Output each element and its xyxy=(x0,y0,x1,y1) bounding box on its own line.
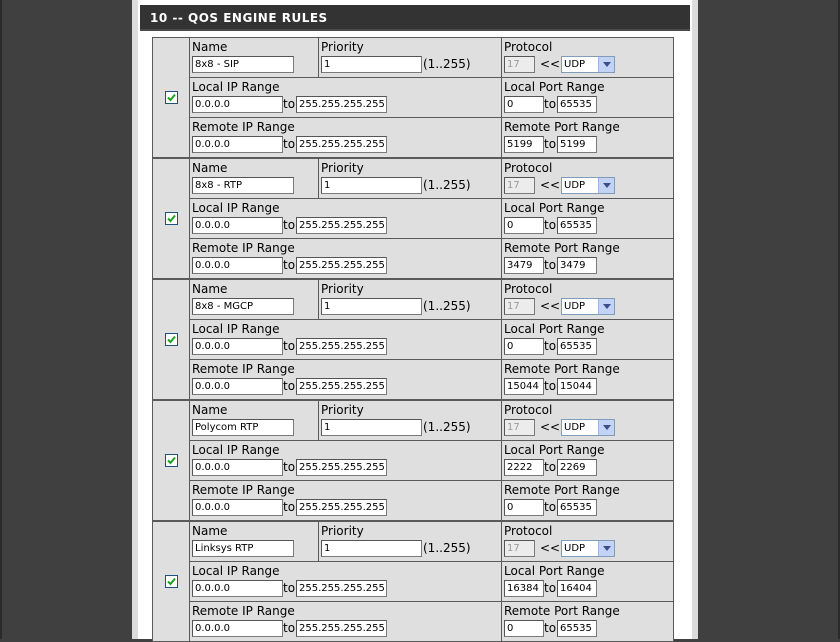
chevron-down-icon xyxy=(598,541,614,556)
rule-priority-input[interactable]: 1 xyxy=(321,177,422,194)
to-label: to xyxy=(544,379,557,393)
to-label: to xyxy=(283,500,296,514)
checkmark-icon xyxy=(166,455,177,466)
local-port-start-input[interactable]: 0 xyxy=(504,217,544,234)
rule-enable-checkbox[interactable] xyxy=(165,212,178,225)
protocol-select-value: UDP xyxy=(564,180,586,191)
rule-protocol-cell xyxy=(502,522,674,562)
rule-enable-checkbox[interactable] xyxy=(165,333,178,346)
remote-ip-end-input[interactable]: 255.255.255.255 xyxy=(296,257,387,274)
rule-priority-input[interactable]: 1 xyxy=(321,419,422,436)
rule-name-cell xyxy=(190,38,319,78)
protocol-label: Protocol xyxy=(504,524,553,538)
rule-protocol-cell xyxy=(502,159,674,199)
local-port-end-input[interactable]: 2269 xyxy=(557,459,597,476)
to-label: to xyxy=(283,339,296,353)
protocol-select[interactable] xyxy=(561,419,615,436)
remote-ip-label: Remote IP Range xyxy=(192,120,295,134)
protocol-select-value: UDP xyxy=(564,301,586,312)
name-label: Name xyxy=(192,282,228,296)
qos-rules-box xyxy=(140,5,690,639)
to-label: to xyxy=(544,581,557,595)
protocol-number-input: 17 xyxy=(504,540,535,557)
checkmark-icon xyxy=(166,92,177,103)
protocol-select[interactable] xyxy=(561,298,615,315)
remote-port-start-input[interactable]: 0 xyxy=(504,620,544,637)
protocol-arrow-text: << xyxy=(540,541,561,555)
local-ip-cell xyxy=(190,320,502,360)
priority-label: Priority xyxy=(321,40,364,54)
remote-port-cell xyxy=(502,602,674,642)
local-port-label: Local Port Range xyxy=(504,201,605,215)
chevron-down-icon xyxy=(598,178,614,193)
protocol-label: Protocol xyxy=(504,282,553,296)
remote-port-start-input[interactable]: 3479 xyxy=(504,257,544,274)
local-port-label: Local Port Range xyxy=(504,564,605,578)
priority-label: Priority xyxy=(321,524,364,538)
remote-port-label: Remote Port Range xyxy=(504,483,620,497)
local-ip-end-input[interactable]: 255.255.255.255 xyxy=(296,217,387,234)
local-ip-label: Local IP Range xyxy=(192,443,280,457)
priority-range-text: (1..255) xyxy=(423,57,471,71)
rule-priority-input[interactable]: 1 xyxy=(321,56,422,73)
remote-port-label: Remote Port Range xyxy=(504,362,620,376)
name-label: Name xyxy=(192,403,228,417)
to-label: to xyxy=(544,500,557,514)
rule-protocol-cell xyxy=(502,280,674,320)
local-ip-cell xyxy=(190,199,502,239)
priority-label: Priority xyxy=(321,403,364,417)
local-ip-end-input[interactable]: 255.255.255.255 xyxy=(296,459,387,476)
remote-ip-start-input[interactable]: 0.0.0.0 xyxy=(192,378,283,395)
remote-ip-label: Remote IP Range xyxy=(192,483,295,497)
to-label: to xyxy=(544,339,557,353)
rule-enable-cell xyxy=(153,38,190,158)
priority-range-text: (1..255) xyxy=(423,178,471,192)
to-label: to xyxy=(283,218,296,232)
remote-port-start-input[interactable]: 5199 xyxy=(504,136,544,153)
priority-range-text: (1..255) xyxy=(423,299,471,313)
local-port-cell xyxy=(502,199,674,239)
remote-ip-end-input[interactable]: 255.255.255.255 xyxy=(296,499,387,516)
local-ip-cell xyxy=(190,441,502,481)
to-label: to xyxy=(283,137,296,151)
remote-port-start-input[interactable]: 0 xyxy=(504,499,544,516)
rule-priority-cell xyxy=(319,401,502,441)
protocol-number-input: 17 xyxy=(504,177,535,194)
remote-port-label: Remote Port Range xyxy=(504,120,620,134)
rule-name-input[interactable]: 8x8 - SIP xyxy=(192,56,294,73)
protocol-number-input: 17 xyxy=(504,419,535,436)
qos-rule xyxy=(152,400,674,521)
chevron-down-icon xyxy=(598,299,614,314)
local-ip-start-input[interactable]: 0.0.0.0 xyxy=(192,338,283,355)
local-ip-start-input[interactable]: 0.0.0.0 xyxy=(192,217,283,234)
remote-port-label: Remote Port Range xyxy=(504,604,620,618)
remote-ip-end-input[interactable]: 255.255.255.255 xyxy=(296,620,387,637)
remote-ip-start-input[interactable]: 0.0.0.0 xyxy=(192,499,283,516)
local-port-start-input[interactable]: 0 xyxy=(504,338,544,355)
to-label: to xyxy=(283,460,296,474)
remote-ip-cell xyxy=(190,118,502,158)
protocol-select-value: UDP xyxy=(564,543,586,554)
local-ip-label: Local IP Range xyxy=(192,564,280,578)
qos-rule xyxy=(152,158,674,279)
remote-ip-label: Remote IP Range xyxy=(192,241,295,255)
local-ip-cell xyxy=(190,562,502,602)
rule-enable-cell xyxy=(153,280,190,400)
rule-name-input[interactable]: 8x8 - RTP xyxy=(192,177,294,194)
protocol-arrow-text: << xyxy=(540,178,561,192)
priority-range-text: (1..255) xyxy=(423,420,471,434)
local-port-label: Local Port Range xyxy=(504,80,605,94)
local-ip-label: Local IP Range xyxy=(192,80,280,94)
remote-ip-cell xyxy=(190,481,502,521)
to-label: to xyxy=(544,137,557,151)
to-label: to xyxy=(544,258,557,272)
local-port-end-input[interactable]: 16404 xyxy=(557,580,597,597)
local-port-start-input[interactable]: 2222 xyxy=(504,459,544,476)
name-label: Name xyxy=(192,524,228,538)
qos-rules-list xyxy=(152,37,674,642)
local-port-label: Local Port Range xyxy=(504,443,605,457)
to-label: to xyxy=(544,460,557,474)
local-port-end-input[interactable]: 65535 xyxy=(557,96,597,113)
local-ip-end-input[interactable]: 255.255.255.255 xyxy=(296,338,387,355)
rule-name-input[interactable]: Linksys RTP xyxy=(192,540,294,557)
priority-label: Priority xyxy=(321,282,364,296)
remote-port-cell xyxy=(502,481,674,521)
rule-priority-cell xyxy=(319,280,502,320)
local-port-end-input[interactable]: 65535 xyxy=(557,338,597,355)
local-ip-cell xyxy=(190,78,502,118)
rule-priority-cell xyxy=(319,159,502,199)
to-label: to xyxy=(544,97,557,111)
local-port-start-input[interactable]: 0 xyxy=(504,96,544,113)
to-label: to xyxy=(544,218,557,232)
to-label: to xyxy=(544,621,557,635)
to-label: to xyxy=(283,379,296,393)
section-title: 10 -- QOS ENGINE RULES xyxy=(140,5,690,31)
remote-ip-start-input[interactable]: 0.0.0.0 xyxy=(192,620,283,637)
protocol-select-value: UDP xyxy=(564,422,586,433)
rule-protocol-cell xyxy=(502,401,674,441)
local-port-cell xyxy=(502,320,674,360)
checkmark-icon xyxy=(166,213,177,224)
protocol-arrow-text: << xyxy=(540,57,561,71)
remote-ip-label: Remote IP Range xyxy=(192,604,295,618)
local-port-cell xyxy=(502,441,674,481)
rule-name-cell xyxy=(190,522,319,562)
checkmark-icon xyxy=(166,334,177,345)
local-ip-start-input[interactable]: 0.0.0.0 xyxy=(192,580,283,597)
rule-enable-checkbox[interactable] xyxy=(165,91,178,104)
to-label: to xyxy=(283,97,296,111)
rule-priority-input[interactable]: 1 xyxy=(321,540,422,557)
remote-ip-start-input[interactable]: 0.0.0.0 xyxy=(192,136,283,153)
rule-enable-cell xyxy=(153,401,190,521)
remote-port-cell xyxy=(502,118,674,158)
chevron-down-icon xyxy=(598,57,614,72)
remote-port-cell xyxy=(502,360,674,400)
remote-ip-end-input[interactable]: 255.255.255.255 xyxy=(296,136,387,153)
rule-enable-cell xyxy=(153,522,190,642)
to-label: to xyxy=(283,621,296,635)
checkmark-icon xyxy=(166,576,177,587)
local-port-end-input[interactable]: 65535 xyxy=(557,217,597,234)
qos-rule xyxy=(152,521,674,642)
rule-name-cell xyxy=(190,280,319,320)
local-port-cell xyxy=(502,78,674,118)
rule-priority-input[interactable]: 1 xyxy=(321,298,422,315)
protocol-label: Protocol xyxy=(504,40,553,54)
remote-port-start-input[interactable]: 15044 xyxy=(504,378,544,395)
remote-port-cell xyxy=(502,239,674,279)
to-label: to xyxy=(283,581,296,595)
protocol-select-value: UDP xyxy=(564,59,586,70)
rule-priority-cell xyxy=(319,522,502,562)
rule-protocol-cell xyxy=(502,38,674,78)
protocol-label: Protocol xyxy=(504,403,553,417)
name-label: Name xyxy=(192,40,228,54)
protocol-arrow-text: << xyxy=(540,420,561,434)
to-label: to xyxy=(283,258,296,272)
rule-enable-checkbox[interactable] xyxy=(165,575,178,588)
remote-ip-cell xyxy=(190,239,502,279)
remote-port-label: Remote Port Range xyxy=(504,241,620,255)
rule-enable-cell xyxy=(153,159,190,279)
chevron-down-icon xyxy=(598,420,614,435)
remote-port-end-input[interactable]: 65535 xyxy=(557,499,597,516)
remote-ip-end-input[interactable]: 255.255.255.255 xyxy=(296,378,387,395)
name-label: Name xyxy=(192,161,228,175)
rule-name-cell xyxy=(190,159,319,199)
window-edge-left xyxy=(0,0,2,639)
remote-port-end-input[interactable]: 65535 xyxy=(557,620,597,637)
protocol-number-input: 17 xyxy=(504,56,535,73)
protocol-select[interactable] xyxy=(561,56,615,73)
priority-range-text: (1..255) xyxy=(423,541,471,555)
local-ip-label: Local IP Range xyxy=(192,201,280,215)
protocol-number-input: 17 xyxy=(504,298,535,315)
protocol-arrow-text: << xyxy=(540,299,561,313)
remote-port-end-input[interactable]: 5199 xyxy=(557,136,597,153)
protocol-label: Protocol xyxy=(504,161,553,175)
protocol-select[interactable] xyxy=(561,177,615,194)
rule-priority-cell xyxy=(319,38,502,78)
local-ip-start-input[interactable]: 0.0.0.0 xyxy=(192,96,283,113)
remote-ip-cell xyxy=(190,602,502,642)
rule-name-cell xyxy=(190,401,319,441)
qos-rule xyxy=(152,37,674,158)
local-ip-end-input[interactable]: 255.255.255.255 xyxy=(296,96,387,113)
remote-port-end-input[interactable]: 3479 xyxy=(557,257,597,274)
local-port-label: Local Port Range xyxy=(504,322,605,336)
remote-port-end-input[interactable]: 15044 xyxy=(557,378,597,395)
rule-name-input[interactable]: 8x8 - MGCP xyxy=(192,298,294,315)
local-port-cell xyxy=(502,562,674,602)
local-ip-end-input[interactable]: 255.255.255.255 xyxy=(296,580,387,597)
qos-rule xyxy=(152,279,674,400)
remote-ip-start-input[interactable]: 0.0.0.0 xyxy=(192,257,283,274)
rule-enable-checkbox[interactable] xyxy=(165,454,178,467)
protocol-select[interactable] xyxy=(561,540,615,557)
rule-name-input[interactable]: Polycom RTP xyxy=(192,419,294,436)
local-ip-label: Local IP Range xyxy=(192,322,280,336)
local-ip-start-input[interactable]: 0.0.0.0 xyxy=(192,459,283,476)
remote-ip-cell xyxy=(190,360,502,400)
remote-ip-label: Remote IP Range xyxy=(192,362,295,376)
priority-label: Priority xyxy=(321,161,364,175)
local-port-start-input[interactable]: 16384 xyxy=(504,580,544,597)
